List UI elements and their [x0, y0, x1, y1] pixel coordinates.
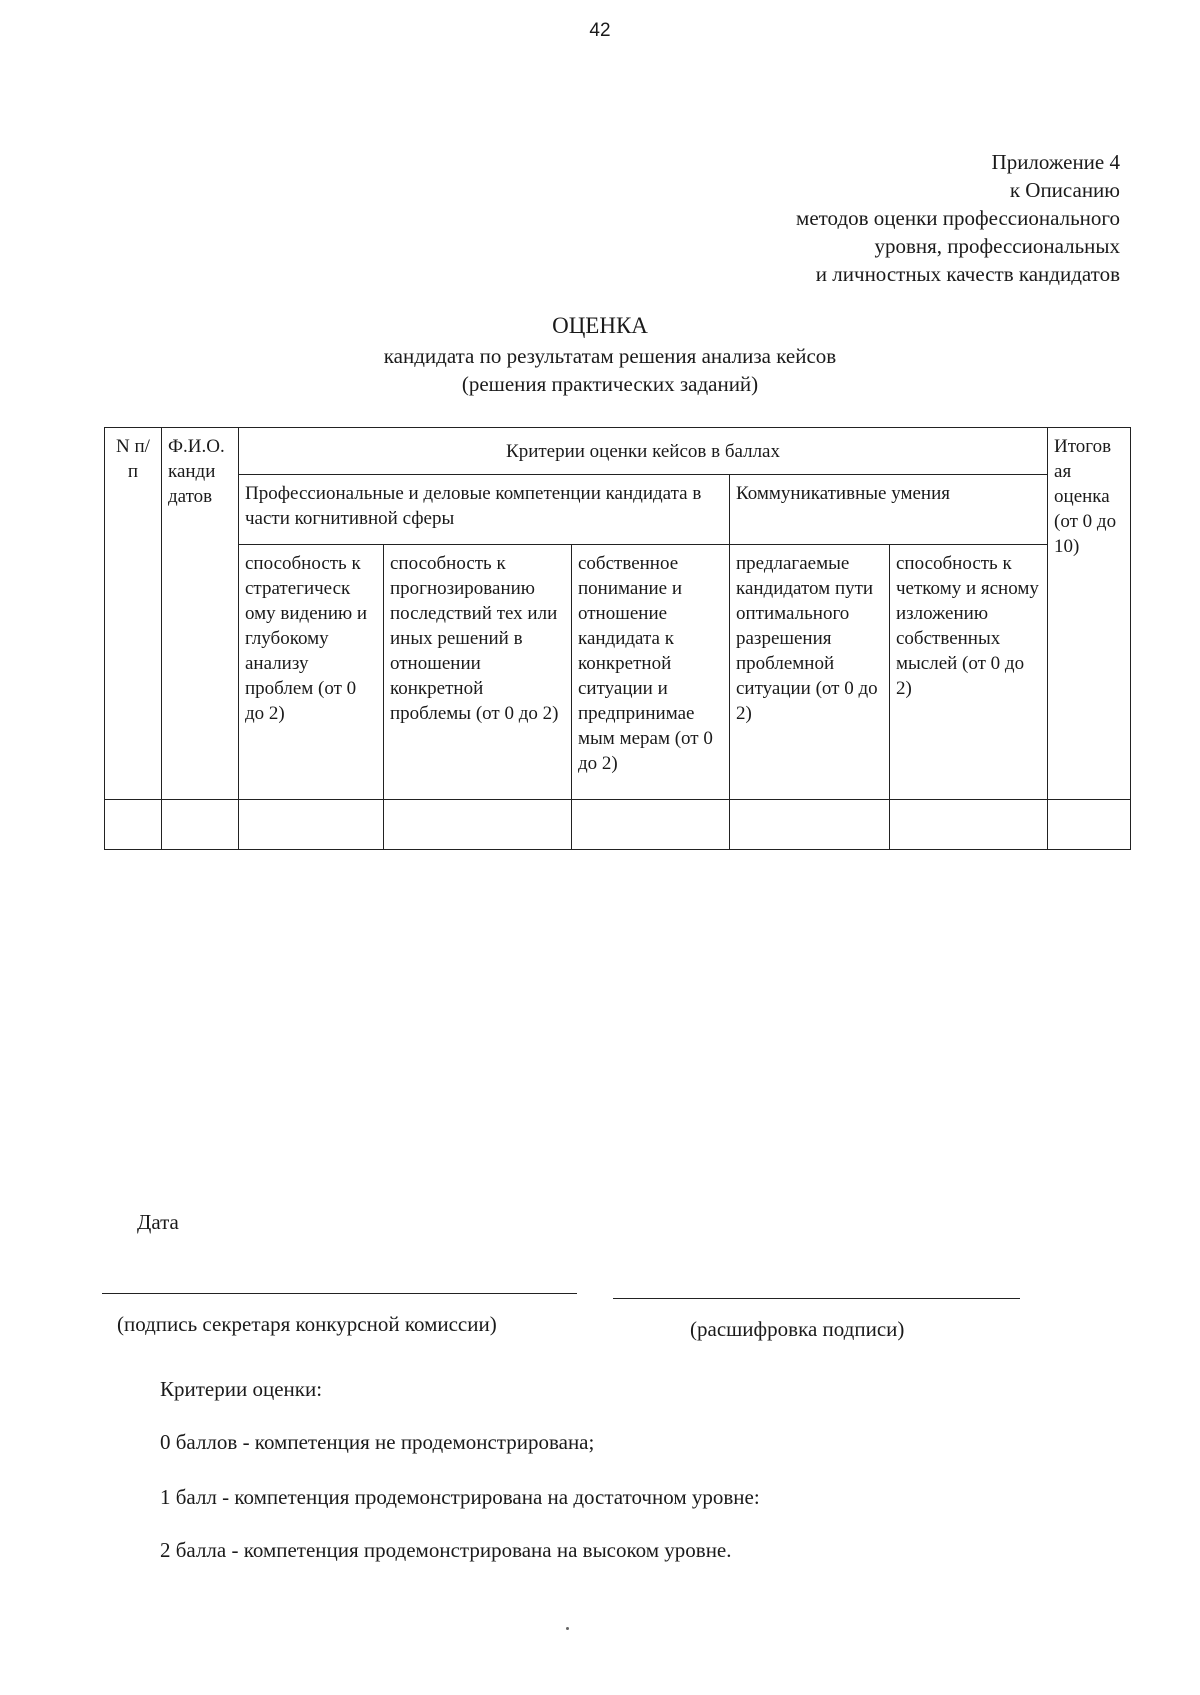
page-number: 42: [589, 20, 611, 41]
group-header-communicative: Коммуникативные умения: [730, 475, 1048, 545]
column-header-criteria: Критерии оценки кейсов в баллах: [239, 428, 1048, 475]
criteria-item: 2 балла - компетенция продемонстрирована на высоком уровне.: [160, 1538, 732, 1562]
appendix-line: и личностных качеств кандидатов: [815, 262, 1120, 286]
appendix-line: методов оценки профессионального: [796, 206, 1120, 230]
signature-line: [102, 1293, 577, 1294]
table-row: [105, 800, 1131, 850]
empty-cell: [105, 800, 162, 850]
criterion-cell: способность к прогнозированию последствий тех или иных решений в отношении конкретной проблемы (от 0 до 2): [384, 545, 572, 800]
appendix-line: к Описанию: [1009, 178, 1120, 202]
date-label: Дата: [137, 1210, 179, 1234]
empty-cell: [384, 800, 572, 850]
decryption-line: [613, 1298, 1020, 1299]
appendix-line: уровня, профессиональных: [874, 234, 1120, 258]
scan-speck: [566, 1627, 569, 1630]
empty-cell: [1048, 800, 1131, 850]
empty-cell: [572, 800, 730, 850]
subtitle-line: (решения практических заданий): [461, 372, 759, 396]
appendix-header: [796, 148, 1120, 288]
criteria-heading: Критерии оценки:: [160, 1377, 323, 1401]
decryption-caption: (расшифровка подписи): [690, 1317, 905, 1341]
criterion-cell: собственное понимание и отношение кандидата к конкретной ситуации и предпринимае мым мерам (от 0 до 2): [572, 545, 730, 800]
empty-cell: [730, 800, 890, 850]
criterion-cell: способность к стратегическ ому видению и глубокому анализу проблем (от 0 до 2): [239, 545, 384, 800]
empty-cell: [890, 800, 1048, 850]
appendix-line: Приложение 4: [991, 150, 1120, 174]
subtitle-line: кандидата по результатам решения анализа кейсов: [383, 344, 837, 368]
column-header-name: Ф.И.О. канди датов: [162, 428, 239, 800]
column-header-number: N п/п: [105, 428, 162, 800]
document-title: ОЦЕНКА: [552, 313, 648, 338]
criterion-cell: способность к четкому и ясному изложению собственных мыслей (от 0 до 2): [890, 545, 1048, 800]
criteria-item: 1 балл - компетенция продемонстрирована на достаточном уровне:: [160, 1485, 760, 1509]
signature-caption: (подпись секретаря конкурсной комиссии): [117, 1312, 497, 1336]
evaluation-table: [104, 427, 1131, 850]
column-header-total: Итогов ая оценка (от 0 до 10): [1048, 428, 1131, 800]
group-header-professional: Профессиональные и деловые компетенции кандидата в части когнитивной сферы: [239, 475, 730, 545]
criterion-cell: предлагаемые кандидатом пути оптимального разрешения проблемной ситуации (от 0 до 2): [730, 545, 890, 800]
empty-cell: [162, 800, 239, 850]
criteria-item: 0 баллов - компетенция не продемонстрирована;: [160, 1430, 595, 1454]
empty-cell: [239, 800, 384, 850]
document-subtitle: [0, 342, 1200, 398]
